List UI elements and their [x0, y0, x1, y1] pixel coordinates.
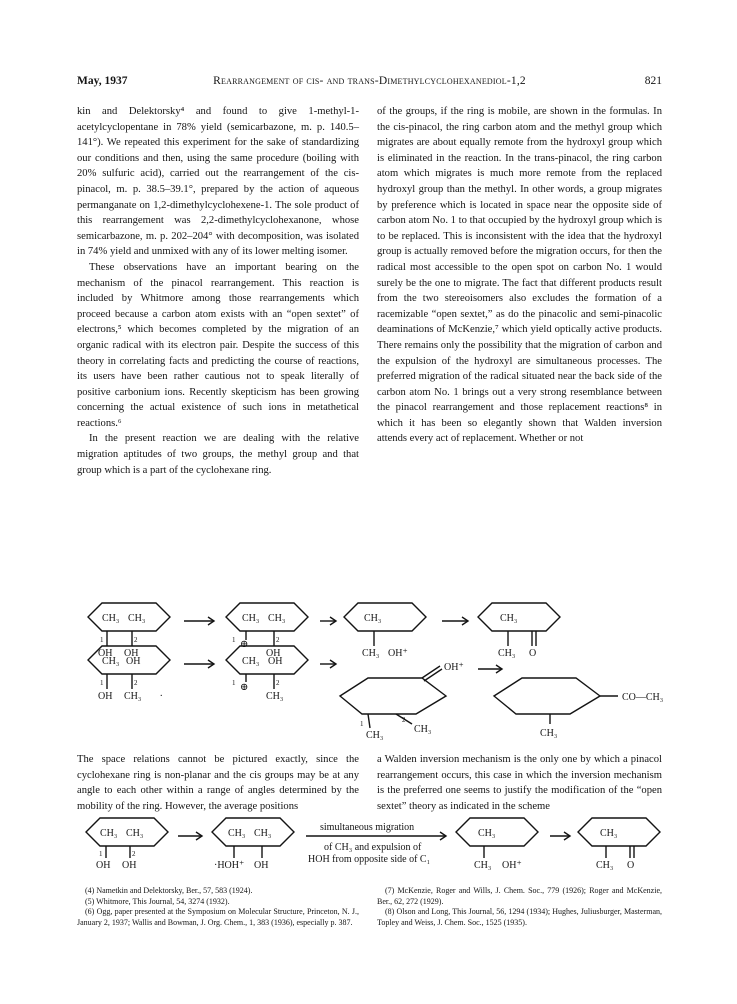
ring-carbonium — [456, 818, 538, 846]
locant-2: 2 — [276, 679, 280, 687]
paragraph: kin and Delektorsky⁴ and found to give 1-methyl-1-acetylcyclopentane in 78% yield (semicarbazone, m. p. 140.5–141°). We repeated this experiment for the sake of standardizing our conditions and then, using the same procedure (boiling with 20% sulfuric acid), carried out the rearrangement of the cis-pinacol, m. p. 38.5–39.1°, prepared by the action of aqueous permanganate on 1,2-dimethylcyclohexene-1. The sole product of this rearrangement was 2,2-dimethylcyclohexanone, whose semicarbazone, m. p. 202–204° with decomposition, was isolated in 74% yield and unmixed with any of its lower melting isomer. — [77, 106, 359, 258]
paragraph: These observations have an important bearing on the mechanism of the pinacol rearrangement. This reaction is included by Whitmore among those rearrangements which proceed because a carbon atom exists with an “open sextet” of electrons,⁵ which becomes completed by the migration of an organic radical with its electron pair. Despite the success of this theory in correlating facts and predicting the course of reactions, its users have been rather cautious not to speak literally of positive carbonium ions. Recently skepticism has been growing concerning the actual existence of such ions in metathetical reactions.⁶ — [77, 261, 359, 429]
header-date: May, 1937 — [77, 75, 128, 87]
footnote: (5) Whitmore, This Journal, 54, 3274 (1932). — [85, 896, 230, 906]
oh-plus-label: OH⁺ — [388, 648, 408, 659]
footnote: (7) McKenzie, Roger and Wills, J. Chem. Soc., 779 (1926); Roger and McKenzie, Ber., 62, 272 (1929). — [377, 886, 662, 906]
ring-oxonium — [212, 818, 294, 846]
locant-2: 2 — [134, 636, 138, 644]
arrow-caption-top: simultaneous migration — [320, 822, 415, 833]
oh-label: OH — [266, 648, 281, 659]
footnote: (6) Ogg, paper presented at the Symposium on Molecular Structure, Princeton, N. J., January 2, 1937; Wallis and Bowman, J. Org. Chem., 1, 383 (1936), especially p. 387. — [77, 907, 359, 927]
locant-1: 1 — [232, 679, 236, 687]
oh-label: OH — [122, 860, 137, 871]
carbonium-plus: ⊕ — [240, 639, 249, 650]
oxygen-label: O — [529, 648, 537, 659]
footnote: (4) Nametkin and Delektorsky, Ber., 57, 583 (1924). — [85, 886, 253, 895]
ch3-label: CH₃ — [478, 828, 496, 839]
oxygen-label: O — [627, 860, 635, 871]
oh-label: OH — [126, 656, 141, 667]
locant-1: 1 — [360, 720, 364, 728]
ch3-label: CH₃ — [124, 691, 142, 702]
arrow-caption-bottom: of CH₃ and expulsion of — [324, 842, 422, 853]
ch3-label: CH₃ — [362, 648, 380, 659]
period-mark: . — [160, 688, 163, 699]
ch3-label: CH₃ — [228, 828, 246, 839]
ch3-label: CH₃ — [498, 648, 516, 659]
locant-1: 1 — [232, 636, 236, 644]
ch3-label: CH₃ — [500, 613, 518, 624]
oh-label: OH — [268, 656, 283, 667]
ring-perspective-product — [494, 678, 600, 714]
ch3-label: CH₃ — [126, 828, 144, 839]
locant-2: 2 — [402, 716, 406, 724]
page-number: 821 — [644, 75, 662, 87]
ch3-label: CH₃ — [254, 828, 272, 839]
oh-label: OH — [124, 648, 139, 659]
paragraph: The space relations cannot be pictured exactly, since the cyclohexane ring is non-planar and the cis groups may be at any angle to each other within a range of angles determined by the mobility of the ring. However, the average positions — [77, 754, 359, 812]
hoh-plus-label: ·HOH⁺ — [214, 860, 245, 871]
oh-label: OH — [98, 648, 113, 659]
column-2 — [377, 104, 662, 447]
locant-2: 2 — [132, 850, 136, 858]
ring-ketone — [478, 603, 560, 631]
paragraph: of the groups, if the ring is mobile, are shown in the formulas. In the cis-pinacol, the ring carbon atom and the methyl group which migrates are about equally remote from the hydroxyl group which is eliminated in the reaction. In the trans-pinacol, the ring carbon atom which migrates is much more remote from the replaced hydroxyl group than the methyl. In other words, a group migrates by preference which is located in space near the opposite side of carbon atom No. 1 to that occupied by the hydroxyl group which is to be replaced. This is inconsistent with the idea that the hydroxyl group is actually removed before the migration occurs, for then the radical most accessible to the open spot on carbon No. 1 would surely be the one to migrate. The fact that different products result from the two stereoisomers also excludes the formation of a racemizable “open sextet,” as do the pinacolic and semi-pinacolic deaminations of McKenzie,⁷ which yield optically active products. There remains only the possibility that the migration of carbon and the expulsion of the hydroxyl are simultaneous processes. The preferred migration of the radical situated near the back side of the carbon atom No. 1 brings out a very strong resemblance between the pinacol rearrangement and those replacement reactions⁸ in which it has been so elegantly shown that Walden inversion attends every act of replacement. Whether or not — [377, 106, 662, 445]
ch3-label: CH₃ — [474, 860, 492, 871]
oh-plus-label: OH⁺ — [502, 860, 522, 871]
running-header — [77, 75, 662, 93]
paragraph: a Walden inversion mechanism is the only one by which a pinacol rearrangement occurs, this case in which the inversion mechanism is the preferred one seems to justify the modification of the “open sextet” theory as indicated in the scheme — [377, 754, 662, 812]
ch3-label: CH₃ — [102, 613, 120, 624]
arrow-caption-bottom: HOH from opposite side of C₁ — [308, 854, 431, 865]
ring-protonated — [226, 603, 308, 631]
column-1 — [77, 104, 359, 478]
carbonium-plus: ⊕ — [240, 682, 249, 693]
ch3-label: CH₃ — [600, 828, 618, 839]
ch3-label: CH₃ — [128, 613, 146, 624]
ring-ketone — [578, 818, 660, 846]
ch3-label: CH₃ — [540, 728, 558, 739]
ch3-label: CH₃ — [268, 613, 286, 624]
oh-label: OH — [96, 860, 111, 871]
footnote: (8) Olson and Long, This Journal, 56, 1294 (1934); Hughes, Juliusburger, Masterman, Topley and Weiss, J. Chem. Soc., 1525 (1935). — [377, 907, 662, 927]
locant-1: 1 — [99, 850, 103, 858]
oh-label: OH — [254, 860, 269, 871]
ch3-label: CH₃ — [242, 656, 260, 667]
ring-carbonium — [344, 603, 426, 631]
locant-2: 2 — [276, 636, 280, 644]
ring-perspective-intermediate — [340, 678, 446, 714]
footnotes-right — [377, 886, 662, 928]
ch3-label: CH₃ — [242, 613, 260, 624]
locant-1: 1 — [100, 679, 104, 687]
oh-label: OH — [98, 691, 113, 702]
ch3-label: CH₃ — [266, 691, 284, 702]
footnotes-left — [77, 886, 359, 928]
locant-2: 2 — [134, 679, 138, 687]
reaction-scheme-2 — [70, 806, 670, 874]
ch3-label: CH₃ — [102, 656, 120, 667]
ch3-label: CH₃ — [414, 724, 432, 735]
header-title: Rearrangement of cis- and trans-Dimethylcyclohexanediol-1,2 — [213, 75, 526, 87]
ch3-label: CH₃ — [100, 828, 118, 839]
oh-plus-label: OH⁺ — [444, 662, 464, 673]
ch3-label: CH₃ — [596, 860, 614, 871]
reaction-scheme-1 — [70, 592, 670, 742]
paragraph: In the present reaction we are dealing with the relative migration aptitudes of two groups, the methyl group and that group which is a part of the cyclohexane ring. — [77, 433, 359, 476]
ch3-label: CH₃ — [366, 730, 384, 741]
acetyl-label: CO—CH₃ — [622, 692, 664, 703]
ch3-label: CH₃ — [364, 613, 382, 624]
locant-1: 1 — [100, 636, 104, 644]
